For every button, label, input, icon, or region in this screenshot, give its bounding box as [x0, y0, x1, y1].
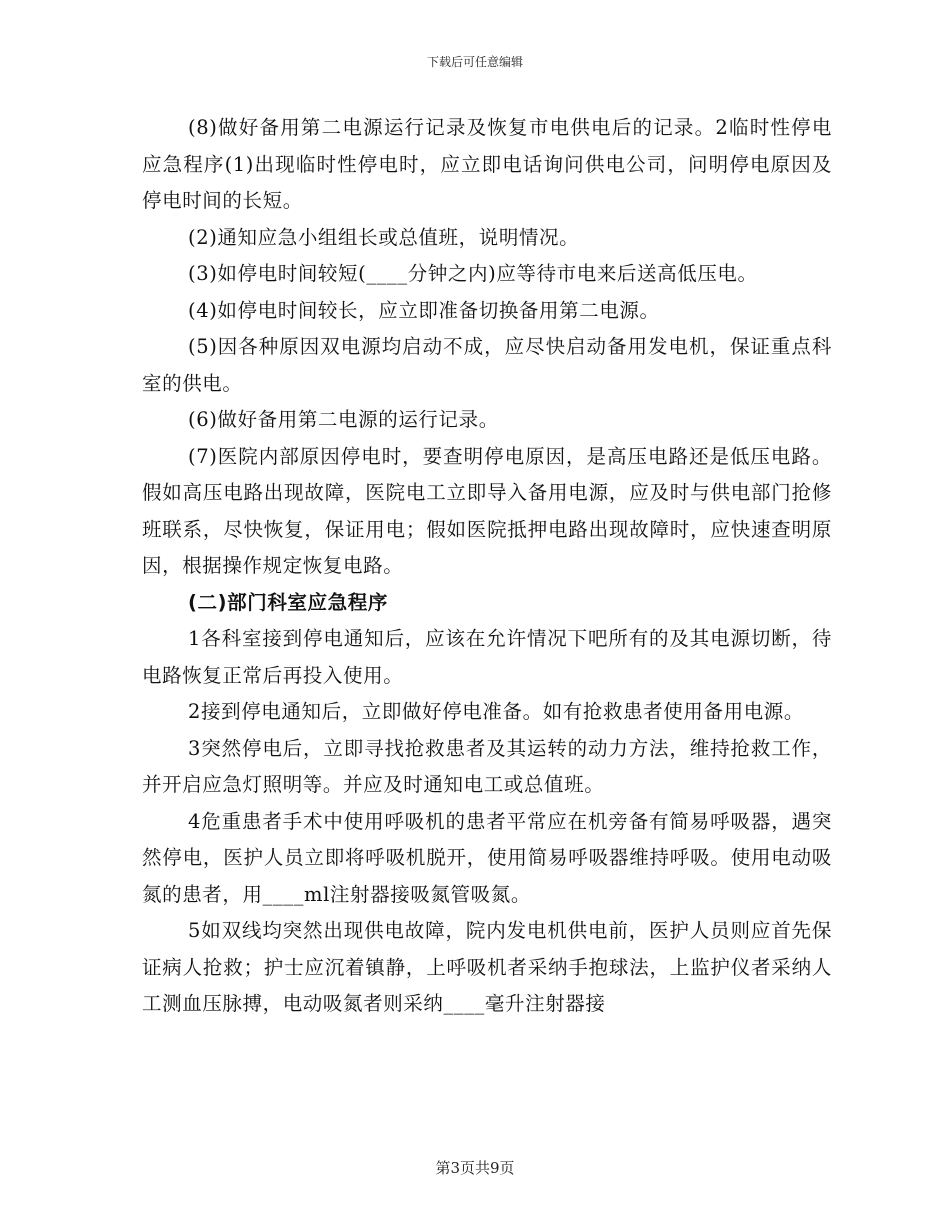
paragraph-item-3: (3)如停电时间较短(____分钟之内)应等待市电来后送高低压电。 [188, 262, 758, 285]
department-step-4: 4危重患者手术中使用呼吸机的患者平常应在机旁备有简易呼吸器，遇突然停电，医护人员立即将呼吸机脱开，使用简易呼吸器维持呼吸。使用电动吸氮的患者，用____ml注射器接吸氮管吸氮。 [142, 809, 832, 906]
department-step-5: 5如双线均突然出现供电故障，院内发电机供电前，医护人员则应首先保证病人抢救；护士应沉着镇静，上呼吸机者采纳手抱球法，上监护仪者采纳人工测血压脉搏，电动吸氮者则采纳____毫升注射器接 [142, 919, 832, 1015]
paragraph-item-8: (8)做好备用第二电源运行记录及恢复市电供电后的记录。2临时性停电应急程序(1)出现临时性停电时，应立即电话询问供电公司，问明停电原因及停电时间的长短。 [142, 116, 832, 212]
document-body [142, 110, 832, 1023]
paragraph-item-2: (2)通知应急小组组长或总值班，说明情况。 [188, 225, 580, 249]
section-heading: (二)部门科室应急程序 [188, 590, 388, 614]
page-number-footer: 第3页共9页 [435, 1159, 515, 1177]
paragraph-item-4: (4)如停电时间较长，应立即准备切换备用第二电源。 [188, 298, 660, 322]
department-step-2: 2接到停电通知后，立即做好停电准备。如有抢救患者使用备用电源。 [188, 700, 805, 723]
department-step-1: 1各科室接到停电通知后，应该在允许情况下吧所有的及其电源切断，待电路恢复正常后再投入使用。 [142, 627, 832, 687]
paragraph-item-7: (7)医院内部原因停电时，要查明停电原因，是高压电路还是低压电路。假如高压电路出现故障，医院电工立即导入备用电源，应及时与供电部门抢修班联系，尽快恢复，保证用电；假如医院抵押电路出现故障时，应快速查明原因，根据操作规定恢复电路。 [142, 444, 832, 577]
paragraph-item-6: (6)做好备用第二电源的运行记录。 [188, 408, 499, 431]
department-step-3: 3突然停电后，立即寻找抢救患者及其运转的动力方法，维持抢救工作，并开启应急灯照明等。并应及时通知电工或总值班。 [142, 736, 832, 796]
paragraph-item-5: (5)因各种原因双电源均启动不成，应尽快启动备用发电机，保证重点科室的供电。 [142, 335, 832, 395]
page-header: 下载后可任意编辑 [426, 55, 523, 69]
